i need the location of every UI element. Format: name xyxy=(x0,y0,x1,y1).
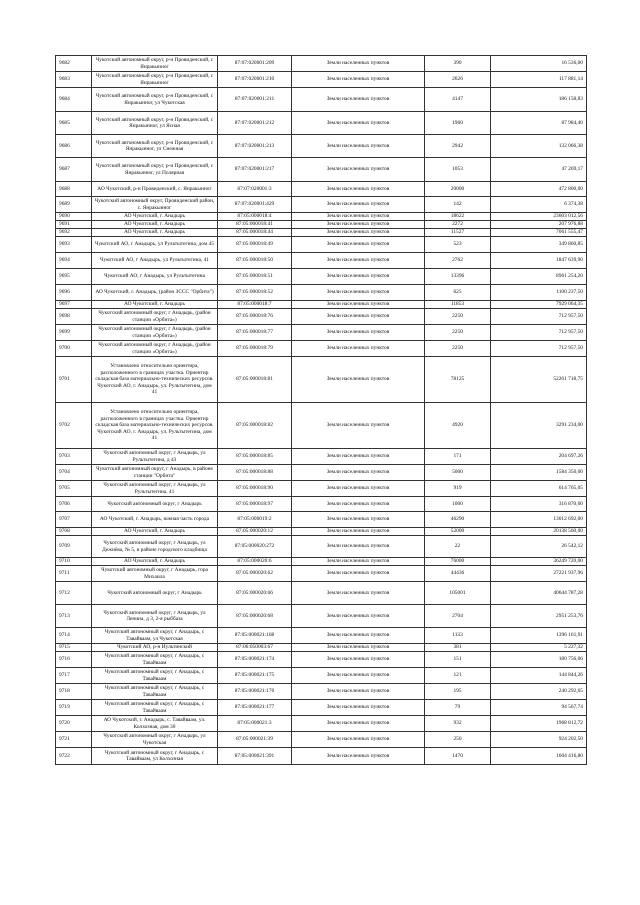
land-category-cell: Земли населенных пунктов xyxy=(292,700,425,716)
land-category-cell: Земли населенных пунктов xyxy=(292,301,425,309)
cadastral-value-cell: 117 881,14 xyxy=(491,72,587,88)
table-row xyxy=(56,700,587,716)
cadastral-number-cell: 87:07:020001:3 xyxy=(218,182,292,197)
land-category-cell: Земли населенных пунктов xyxy=(292,341,425,357)
table-row xyxy=(56,566,587,582)
area-cell: 13396 xyxy=(425,269,491,285)
table-row xyxy=(56,197,587,213)
address-cell: Чукотский автономный округ, г Анадырь, ул Рультытегина, 41 xyxy=(92,481,218,497)
cadastral-number-cell: 87:07:020001:210 xyxy=(218,72,292,88)
row-number: 9703 xyxy=(56,449,92,465)
address-cell: Чукотский автономный округ, г Анадырь, гора Михаила xyxy=(92,566,218,582)
cadastral-value-cell: 712 957,50 xyxy=(491,325,587,341)
address-cell: Чукотский автономный округ, г Анадырь, (район станции «Орбита») xyxy=(92,341,218,357)
land-category-cell: Земли населенных пунктов xyxy=(292,628,425,644)
table-row xyxy=(56,684,587,700)
land-category-cell: Земли населенных пунктов xyxy=(292,182,425,197)
area-cell: 919 xyxy=(425,481,491,497)
table-row xyxy=(56,269,587,285)
cadastral-number-cell: 87:05:000021:177 xyxy=(218,700,292,716)
address-cell: Чукотский автономный округ, Провиденский район, с. Янракынног xyxy=(92,197,218,213)
cadastral-value-cell: 924 202,50 xyxy=(491,732,587,748)
table-row xyxy=(56,605,587,628)
address-cell: Установлено относительно ориентира, расположенного в границах участка. Ориентир складская база материально-технических ресурсов. Чукотский АО, г. Анадырь, ул. Рультытегина, дом 41 xyxy=(92,357,218,403)
area-cell: 121 xyxy=(425,668,491,684)
land-category-cell: Земли населенных пунктов xyxy=(292,88,425,112)
row-number: 9718 xyxy=(56,684,92,700)
land-category-cell: Земли населенных пунктов xyxy=(292,536,425,558)
cadastral-value-cell: 7929 064,35 xyxy=(491,301,587,309)
table-row xyxy=(56,512,587,528)
area-cell: 5000 xyxy=(425,465,491,481)
address-cell: Чукотский АО, г Анадырь, ул Рультытегина, 41 xyxy=(92,253,218,269)
address-cell: АО Чукотский, г. Анадырь xyxy=(92,301,218,309)
area-cell: 78125 xyxy=(425,357,491,403)
land-registry-table xyxy=(55,55,587,765)
land-category-cell: Земли населенных пунктов xyxy=(292,497,425,512)
cadastral-value-cell: 614 765,05 xyxy=(491,481,587,497)
cadastral-number-cell: 87:05:000020:12 xyxy=(218,528,292,536)
land-category-cell: Земли населенных пунктов xyxy=(292,229,425,237)
address-cell: Чукотский автономный округ, р-н Провиденский, с Янракынног, ул Чукотская xyxy=(92,88,218,112)
land-category-cell: Земли населенных пунктов xyxy=(292,512,425,528)
cadastral-number-cell: 87:05:000018:79 xyxy=(218,341,292,357)
area-cell: 250 xyxy=(425,732,491,748)
cadastral-value-cell: 186 158,83 xyxy=(491,88,587,112)
row-number: 9697 xyxy=(56,301,92,309)
land-category-cell: Земли населенных пунктов xyxy=(292,605,425,628)
cadastral-number-cell: 87:07:020001:211 xyxy=(218,88,292,112)
row-number: 9682 xyxy=(56,56,92,72)
row-number: 9701 xyxy=(56,357,92,403)
cadastral-number-cell: 87:05:000018:52 xyxy=(218,285,292,301)
address-cell: Чукотский автономный округ, р-н Провиденский, с Янракынног xyxy=(92,72,218,88)
row-number: 9683 xyxy=(56,72,92,88)
land-category-cell: Земли населенных пунктов xyxy=(292,269,425,285)
cadastral-value-cell: 20138 560,00 xyxy=(491,528,587,536)
row-number: 9709 xyxy=(56,536,92,558)
table-row xyxy=(56,325,587,341)
row-number: 9692 xyxy=(56,229,92,237)
area-cell: 2626 xyxy=(425,72,491,88)
cadastral-value-cell: 712 957,50 xyxy=(491,341,587,357)
area-cell: 4920 xyxy=(425,403,491,449)
address-cell: Чукотский автономный округ, г Анадырь, ул Ленина, д 3, 2-я рыббаза xyxy=(92,605,218,628)
address-cell: Чукотский автономный округ, г Анадырь, (район станции «Орбита») xyxy=(92,325,218,341)
cadastral-value-cell: 47 269,17 xyxy=(491,158,587,182)
cadastral-number-cell: 87:07:020001:217 xyxy=(218,158,292,182)
area-cell: 625 xyxy=(425,285,491,301)
land-category-cell: Земли населенных пунктов xyxy=(292,481,425,497)
cadastral-value-cell: 6 374,38 xyxy=(491,197,587,213)
table-row xyxy=(56,158,587,182)
row-number: 9686 xyxy=(56,135,92,158)
address-cell: Чукотский АО, г Анадырь, ул Рультытегина xyxy=(92,269,218,285)
land-category-cell: Земли населенных пунктов xyxy=(292,582,425,605)
cadastral-number-cell: 87:05:000018:50 xyxy=(218,253,292,269)
land-category-cell: Земли населенных пунктов xyxy=(292,221,425,229)
area-cell: 22 xyxy=(425,536,491,558)
land-category-cell: Земли населенных пунктов xyxy=(292,213,425,221)
address-cell: АО Чукотский, р-н Провиденский, с. Янракынног xyxy=(92,182,218,197)
row-number: 9720 xyxy=(56,716,92,732)
table-row xyxy=(56,497,587,512)
table-row xyxy=(56,528,587,536)
cadastral-value-cell: 40644 787,28 xyxy=(491,582,587,605)
area-cell: 4147 xyxy=(425,88,491,112)
table-row xyxy=(56,716,587,732)
area-cell: 2250 xyxy=(425,341,491,357)
land-category-cell: Земли населенных пунктов xyxy=(292,644,425,652)
land-category-cell: Земли населенных пунктов xyxy=(292,197,425,213)
address-cell: Чукотский автономный округ, г Анадырь, с Тавайваам, ул Колхозная xyxy=(92,748,218,765)
address-cell: Чукотский автономный округ, г Анадырь xyxy=(92,497,218,512)
cadastral-number-cell: 87:05:000018:49 xyxy=(218,237,292,253)
cadastral-value-cell: 349 860,85 xyxy=(491,237,587,253)
table-row xyxy=(56,135,587,158)
cadastral-number-cell: 87:07:020001:213 xyxy=(218,135,292,158)
row-number: 9702 xyxy=(56,403,92,449)
table-row xyxy=(56,465,587,481)
cadastral-value-cell: 472 800,00 xyxy=(491,182,587,197)
cadastral-number-cell: 87:05:000018:77 xyxy=(218,325,292,341)
row-number: 9704 xyxy=(56,465,92,481)
area-cell: 52000 xyxy=(425,528,491,536)
cadastral-number-cell: 87:05:000021:174 xyxy=(218,652,292,668)
address-cell: Чукотский автономный округ, г Анадырь, с Тавайваам xyxy=(92,652,218,668)
address-cell: Чукотский АО, г Анадырь, ул Рультытегина, дом 45 xyxy=(92,237,218,253)
cadastral-number-cell: 87:05:000020:272 xyxy=(218,536,292,558)
land-category-cell: Земли населенных пунктов xyxy=(292,285,425,301)
area-cell: 390 xyxy=(425,56,491,72)
cadastral-value-cell: 7061 555,47 xyxy=(491,229,587,237)
row-number: 9696 xyxy=(56,285,92,301)
cadastral-value-cell: 5 227,32 xyxy=(491,644,587,652)
cadastral-number-cell: 87:05:000018:44 xyxy=(218,229,292,237)
area-cell: 523 xyxy=(425,237,491,253)
cadastral-number-cell: 87:05:000020:66 xyxy=(218,582,292,605)
row-number: 9690 xyxy=(56,213,92,221)
cadastral-number-cell: 87:06:050003:67 xyxy=(218,644,292,652)
land-category-cell: Земли населенных пунктов xyxy=(292,325,425,341)
cadastral-number-cell: 87:07:020001:212 xyxy=(218,112,292,135)
land-category-cell: Земли населенных пунктов xyxy=(292,112,425,135)
area-cell: 2272 xyxy=(425,221,491,229)
row-number: 9698 xyxy=(56,309,92,325)
area-cell: 20000 xyxy=(425,182,491,197)
area-cell: 46290 xyxy=(425,512,491,528)
row-number: 9707 xyxy=(56,512,92,528)
cadastral-value-cell: 1584 350,00 xyxy=(491,465,587,481)
table-row xyxy=(56,357,587,403)
area-cell: 2250 xyxy=(425,309,491,325)
row-number: 9699 xyxy=(56,325,92,341)
cadastral-number-cell: 87:05:000018:76 xyxy=(218,309,292,325)
table-row xyxy=(56,558,587,566)
cadastral-number-cell: 87:05:000018:41 xyxy=(218,221,292,229)
table-row xyxy=(56,582,587,605)
address-cell: Чукотский автономный округ, р-н Провиденский, с Янракынног, ул Ясная xyxy=(92,112,218,135)
cadastral-number-cell: 87:05:000018:4 xyxy=(218,213,292,221)
cadastral-number-cell: 87:05:000018:88 xyxy=(218,465,292,481)
table-row xyxy=(56,285,587,301)
cadastral-number-cell: 87:05:000021:391 xyxy=(218,748,292,765)
area-cell: 381 xyxy=(425,644,491,652)
area-cell: 171 xyxy=(425,449,491,465)
table-body xyxy=(56,56,587,765)
cadastral-value-cell: 204 697,26 xyxy=(491,449,587,465)
land-category-cell: Земли населенных пунктов xyxy=(292,684,425,700)
table-row xyxy=(56,309,587,325)
cadastral-number-cell: 87:05:000018:90 xyxy=(218,481,292,497)
cadastral-number-cell: 87:05:000018:7 xyxy=(218,301,292,309)
row-number: 9691 xyxy=(56,221,92,229)
cadastral-value-cell: 240 292,65 xyxy=(491,684,587,700)
cadastral-number-cell: 87:05:000020:62 xyxy=(218,566,292,582)
row-number: 9693 xyxy=(56,237,92,253)
area-cell: 11527 xyxy=(425,229,491,237)
land-category-cell: Земли населенных пунктов xyxy=(292,528,425,536)
area-cell: 2250 xyxy=(425,325,491,341)
row-number: 9689 xyxy=(56,197,92,213)
table-row xyxy=(56,536,587,558)
area-cell: 105001 xyxy=(425,582,491,605)
row-number: 9710 xyxy=(56,558,92,566)
land-category-cell: Земли населенных пунктов xyxy=(292,668,425,684)
cadastral-value-cell: 94 567,74 xyxy=(491,700,587,716)
address-cell: Чукотский автономный округ, р-н Провиденский, с Янракынног xyxy=(92,56,218,72)
table-row xyxy=(56,481,587,497)
area-cell: 2704 xyxy=(425,605,491,628)
table-row xyxy=(56,221,587,229)
land-category-cell: Земли населенных пунктов xyxy=(292,135,425,158)
row-number: 9695 xyxy=(56,269,92,285)
table-row xyxy=(56,403,587,449)
area-cell: 44436 xyxy=(425,566,491,582)
land-category-cell: Земли населенных пунктов xyxy=(292,56,425,72)
cadastral-number-cell: 87:05:000020:68 xyxy=(218,605,292,628)
area-cell: 1053 xyxy=(425,158,491,182)
area-cell: 79 xyxy=(425,700,491,716)
land-category-cell: Земли населенных пунктов xyxy=(292,449,425,465)
area-cell: 2762 xyxy=(425,253,491,269)
cadastral-value-cell: 3291 234,00 xyxy=(491,403,587,449)
cadastral-value-cell: 144 844,26 xyxy=(491,668,587,684)
cadastral-number-cell: 87:05:000021:39 xyxy=(218,732,292,748)
cadastral-value-cell: 1100 237,50 xyxy=(491,285,587,301)
table-row xyxy=(56,72,587,88)
address-cell: Установлено относительно ориентира, расположенного в границах участка. Ориентир складская база материально-технических ресурсов. Чукотский АО, г. Анадырь, ул. Рультытегина, дом 41 xyxy=(92,403,218,449)
cadastral-value-cell: 1396 161,91 xyxy=(491,628,587,644)
address-cell: АО Чукотский, г. Анадырь, (район ЗССС "Орбита") xyxy=(92,285,218,301)
address-cell: Чукотский автономный округ, г Анадырь, ул Дежнёва, № 5, в районе городского кладбища xyxy=(92,536,218,558)
land-category-cell: Земли населенных пунктов xyxy=(292,566,425,582)
area-cell: 932 xyxy=(425,716,491,732)
cadastral-number-cell: 87:05:000021:3 xyxy=(218,716,292,732)
row-number: 9713 xyxy=(56,605,92,628)
table-row xyxy=(56,748,587,765)
row-number: 9722 xyxy=(56,748,92,765)
cadastral-value-cell: 13012 692,00 xyxy=(491,512,587,528)
address-cell: АО Чукотский, г. Анадырь xyxy=(92,221,218,229)
row-number: 9706 xyxy=(56,497,92,512)
table-row xyxy=(56,652,587,668)
table-row xyxy=(56,644,587,652)
row-number: 9708 xyxy=(56,528,92,536)
cadastral-number-cell: 87:05:000019:2 xyxy=(218,512,292,528)
row-number: 9717 xyxy=(56,668,92,684)
table-row xyxy=(56,628,587,644)
table-row xyxy=(56,449,587,465)
row-number: 9688 xyxy=(56,182,92,197)
land-category-cell: Земли населенных пунктов xyxy=(292,158,425,182)
cadastral-value-cell: 1604 416,80 xyxy=(491,748,587,765)
area-cell: 1133 xyxy=(425,628,491,644)
cadastral-number-cell: 87:05:000018:97 xyxy=(218,497,292,512)
address-cell: Чукотский автономный округ, р-н Провиденский, с Янракынног, ул Снежная xyxy=(92,135,218,158)
cadastral-number-cell: 87:05:000021:176 xyxy=(218,684,292,700)
land-category-cell: Земли населенных пунктов xyxy=(292,403,425,449)
address-cell: Чукотский автономный округ, г Анадырь, с Тавайваам xyxy=(92,700,218,716)
row-number: 9711 xyxy=(56,566,92,582)
row-number: 9684 xyxy=(56,88,92,112)
area-cell: 2942 xyxy=(425,135,491,158)
area-cell: 1000 xyxy=(425,497,491,512)
cadastral-number-cell: 87:05:000018:81 xyxy=(218,357,292,403)
table-row xyxy=(56,732,587,748)
cadastral-value-cell: 2951 253,76 xyxy=(491,605,587,628)
cadastral-value-cell: 36249 720,00 xyxy=(491,558,587,566)
address-cell: АО Чукотский, г. Анадырь xyxy=(92,213,218,221)
cadastral-value-cell: 52261 718,75 xyxy=(491,357,587,403)
land-category-cell: Земли населенных пунктов xyxy=(292,652,425,668)
cadastral-number-cell: 87:05:000021:168 xyxy=(218,628,292,644)
table-row xyxy=(56,668,587,684)
land-category-cell: Земли населенных пунктов xyxy=(292,357,425,403)
address-cell: Чукотский автономный округ, г Анадырь, с Тавайваам xyxy=(92,668,218,684)
row-number: 9715 xyxy=(56,644,92,652)
address-cell: АО Чукотский, г. Анадырь xyxy=(92,558,218,566)
cadastral-number-cell: 87:05:000018:51 xyxy=(218,269,292,285)
cadastral-number-cell: 87:05:000018:85 xyxy=(218,449,292,465)
cadastral-value-cell: 207 976,88 xyxy=(491,221,587,229)
row-number: 9687 xyxy=(56,158,92,182)
table-row xyxy=(56,341,587,357)
land-category-cell: Земли населенных пунктов xyxy=(292,716,425,732)
address-cell: АО Чукотский, г. Анадырь, с. Тавайваам, ул. Колхозная, дом 30 xyxy=(92,716,218,732)
area-cell: 151 xyxy=(425,652,491,668)
table-row xyxy=(56,213,587,221)
address-cell: Чукотский автономный округ, г Анадырь, ул Чукотская xyxy=(92,732,218,748)
area-cell: 18622 xyxy=(425,213,491,221)
cadastral-value-cell: 180 756,06 xyxy=(491,652,587,668)
area-cell: 142 xyxy=(425,197,491,213)
row-number: 9700 xyxy=(56,341,92,357)
land-category-cell: Земли населенных пунктов xyxy=(292,72,425,88)
cadastral-value-cell: 27221 937,96 xyxy=(491,566,587,582)
address-cell: АО Чукотский, г. Анадырь xyxy=(92,229,218,237)
row-number: 9712 xyxy=(56,582,92,605)
row-number: 9716 xyxy=(56,652,92,668)
row-number: 9694 xyxy=(56,253,92,269)
land-category-cell: Земли населенных пунктов xyxy=(292,558,425,566)
cadastral-value-cell: 316 870,00 xyxy=(491,497,587,512)
land-category-cell: Земли населенных пунктов xyxy=(292,732,425,748)
cadastral-number-cell: 87:05:000021:175 xyxy=(218,668,292,684)
address-cell: Чукотский автономный округ, г Анадырь, (район станции «Орбита») xyxy=(92,309,218,325)
area-cell: 1960 xyxy=(425,112,491,135)
cadastral-value-cell: 1968 812,72 xyxy=(491,716,587,732)
address-cell: АО Чукотский, г. Анадырь xyxy=(92,528,218,536)
land-category-cell: Земли населенных пунктов xyxy=(292,309,425,325)
table-row xyxy=(56,182,587,197)
cadastral-number-cell: 87:05:000018:82 xyxy=(218,403,292,449)
land-category-cell: Земли населенных пунктов xyxy=(292,465,425,481)
address-cell: Чукотский автономный округ, р-н Провиденский, с Янракынног, ул Полярная xyxy=(92,158,218,182)
cadastral-value-cell: 26 542,12 xyxy=(491,536,587,558)
area-cell: 11853 xyxy=(425,301,491,309)
table-row xyxy=(56,56,587,72)
land-category-cell: Земли населенных пунктов xyxy=(292,237,425,253)
cadastral-number-cell: 87:07:020001:209 xyxy=(218,56,292,72)
row-number: 9719 xyxy=(56,700,92,716)
cadastral-number-cell: 87:05:000020:6 xyxy=(218,558,292,566)
address-cell: АО Чукотский, г. Анадырь, южная часть города xyxy=(92,512,218,528)
table-row xyxy=(56,88,587,112)
area-cell: 1470 xyxy=(425,748,491,765)
cadastral-number-cell: 87:07:020001:429 xyxy=(218,197,292,213)
table-row xyxy=(56,112,587,135)
cadastral-value-cell: 132 066,38 xyxy=(491,135,587,158)
cadastral-value-cell: 23603 012,56 xyxy=(491,213,587,221)
address-cell: Чукотский АО, р-н Иультинский xyxy=(92,644,218,652)
land-category-cell: Земли населенных пунктов xyxy=(292,253,425,269)
table-row xyxy=(56,253,587,269)
address-cell: Чукотский автономный округ, г Анадырь, ул Рультытегина, д 43 xyxy=(92,449,218,465)
table-row xyxy=(56,229,587,237)
row-number: 9721 xyxy=(56,732,92,748)
address-cell: Чукотский автономный округ, г Анадырь, с Тавайваам xyxy=(92,684,218,700)
row-number: 9705 xyxy=(56,481,92,497)
cadastral-value-cell: 712 957,50 xyxy=(491,309,587,325)
cadastral-value-cell: 1847 639,90 xyxy=(491,253,587,269)
address-cell: Чукотский автономный округ, г Анадырь xyxy=(92,582,218,605)
area-cell: 195 xyxy=(425,684,491,700)
cadastral-value-cell: 8961 254,20 xyxy=(491,269,587,285)
table-row xyxy=(56,237,587,253)
row-number: 9685 xyxy=(56,112,92,135)
address-cell: Чукотский автономный округ, г Анадырь, с Тавайваам, ул Чукотская xyxy=(92,628,218,644)
cadastral-value-cell: 87 984,40 xyxy=(491,112,587,135)
cadastral-value-cell: 16 536,00 xyxy=(491,56,587,72)
address-cell: Чукотский автономный округ, г Анадырь, в районе станции "Орбита" xyxy=(92,465,218,481)
row-number: 9714 xyxy=(56,628,92,644)
area-cell: 76000 xyxy=(425,558,491,566)
land-category-cell: Земли населенных пунктов xyxy=(292,748,425,765)
table-row xyxy=(56,301,587,309)
